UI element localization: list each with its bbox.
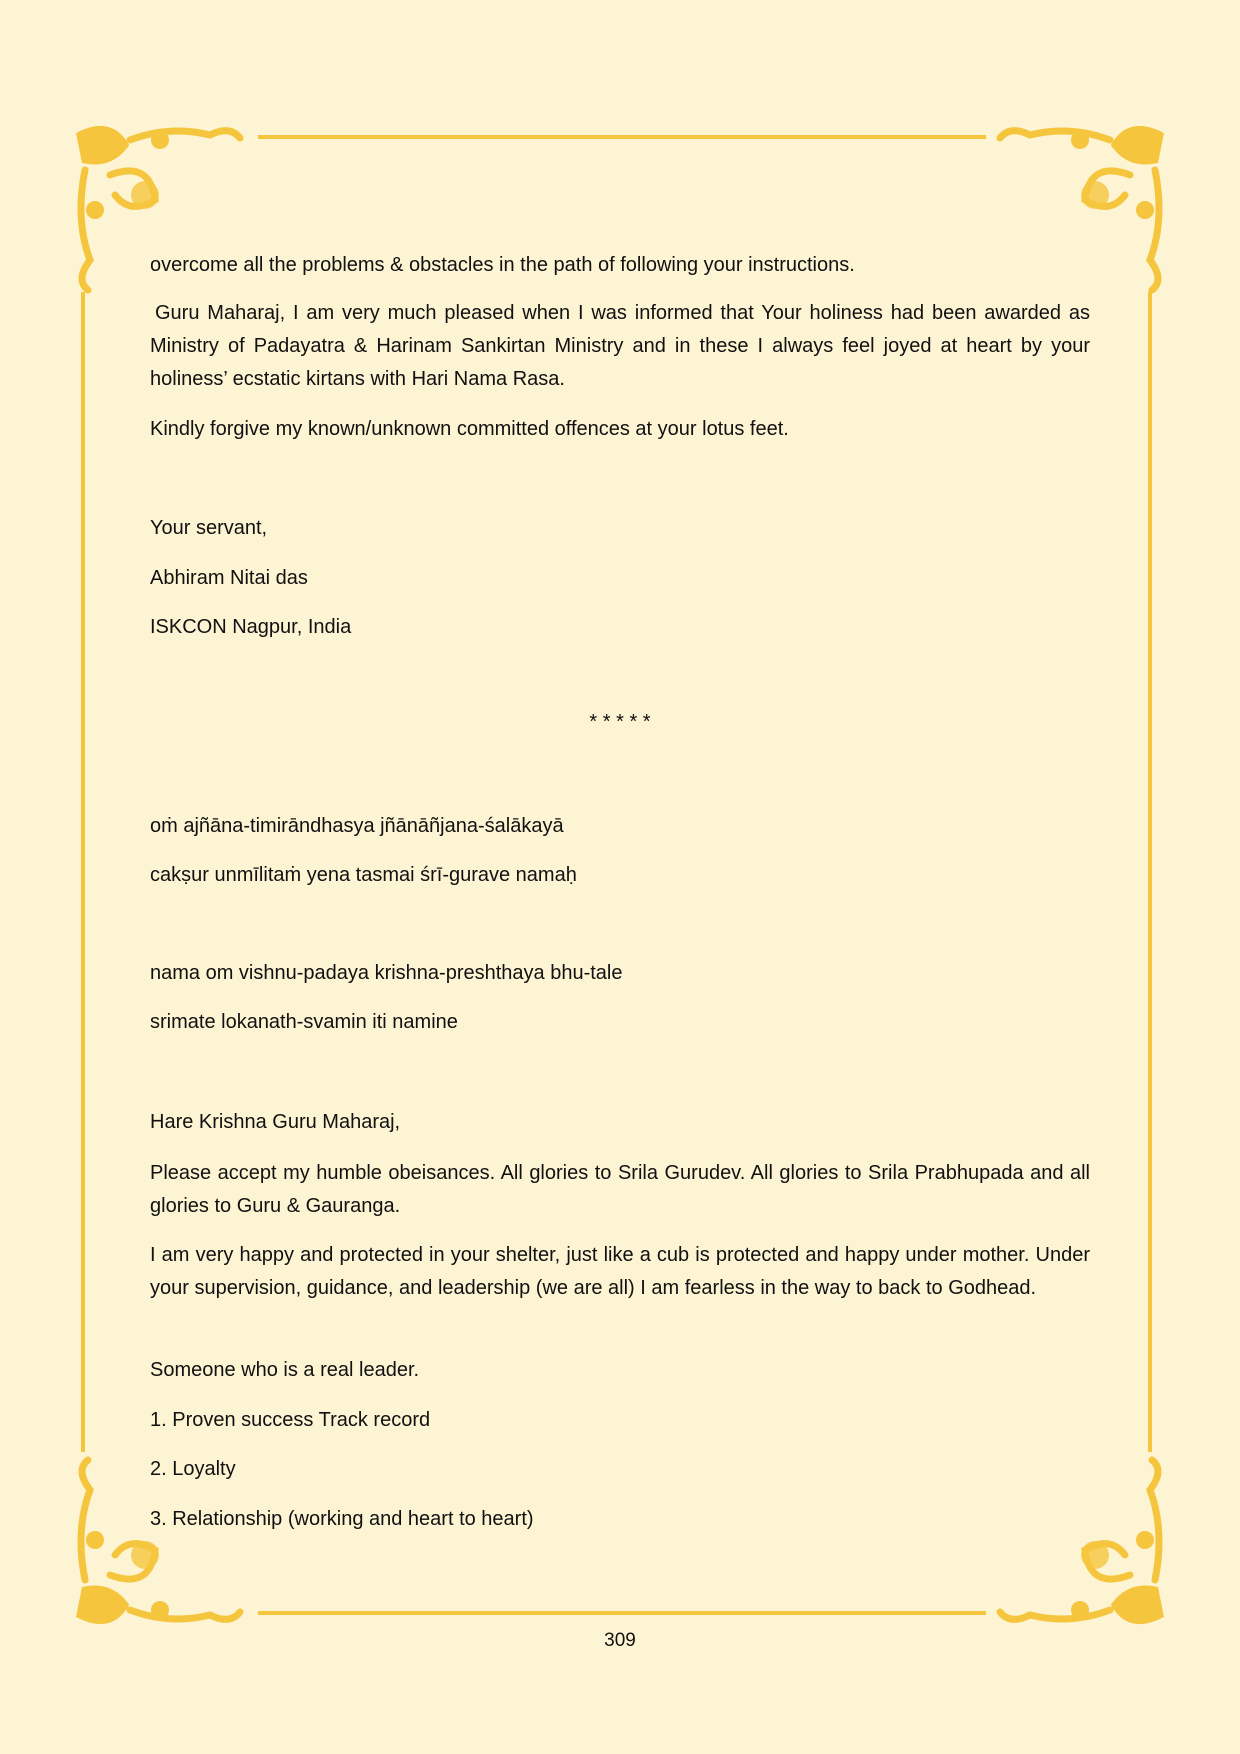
paragraph: Please accept my humble obeisances. All glories to Srila Gurudev. All glories to Srila Prabhupada and all glories to Guru & Gauranga. xyxy=(150,1162,1090,1217)
mantra-line: srimate lokanath-svamin iti namine xyxy=(150,1011,458,1033)
mantra-line: nama om vishnu-padaya krishna-preshthaya bhu-tale xyxy=(150,962,623,984)
mantra-line: cakṣur unmīlitaṁ yena tasmai śrī-gurave namaḥ xyxy=(150,864,577,886)
list-item: 1. Proven success Track record xyxy=(150,1409,431,1431)
border-right xyxy=(1148,292,1152,1452)
list-item: 3. Relationship (working and heart to heart) xyxy=(150,1508,534,1530)
paragraph: overcome all the problems & obstacles in the path of following your instructions. xyxy=(150,254,855,276)
list-item: 2. Loyalty xyxy=(150,1458,236,1480)
mantra-line: oṁ ajñāna-timirāndhasya jñānāñjana-śalākayā xyxy=(150,815,564,837)
border-left xyxy=(81,292,85,1452)
signature-place: ISKCON Nagpur, India xyxy=(150,616,352,638)
paragraph: Guru Maharaj, I am very much pleased when I was informed that Your holiness had been awarded as Ministry of Padayatra & Harinam Sankirtan Ministry and in these I always feel joyed at heart by your holiness’ ecstatic kirtans with Hari Nama Rasa. xyxy=(150,302,1090,390)
separator: * * * * * xyxy=(589,711,651,733)
page-number: 309 xyxy=(604,1630,636,1651)
border-top xyxy=(258,135,986,139)
signature-name: Abhiram Nitai das xyxy=(150,567,308,589)
border-bottom xyxy=(258,1611,986,1615)
closing: Your servant, xyxy=(150,517,268,539)
paragraph: Kindly forgive my known/unknown committed offences at your lotus feet. xyxy=(150,418,789,440)
paragraph: Someone who is a real leader. xyxy=(150,1359,420,1381)
paragraph: I am very happy and protected in your shelter, just like a cub is protected and happy under mother. Under your supervision, guidance, and leadership (we are all) I am fearless in the way to back to Godhead. xyxy=(150,1244,1090,1299)
greeting: Hare Krishna Guru Maharaj, xyxy=(150,1111,401,1133)
